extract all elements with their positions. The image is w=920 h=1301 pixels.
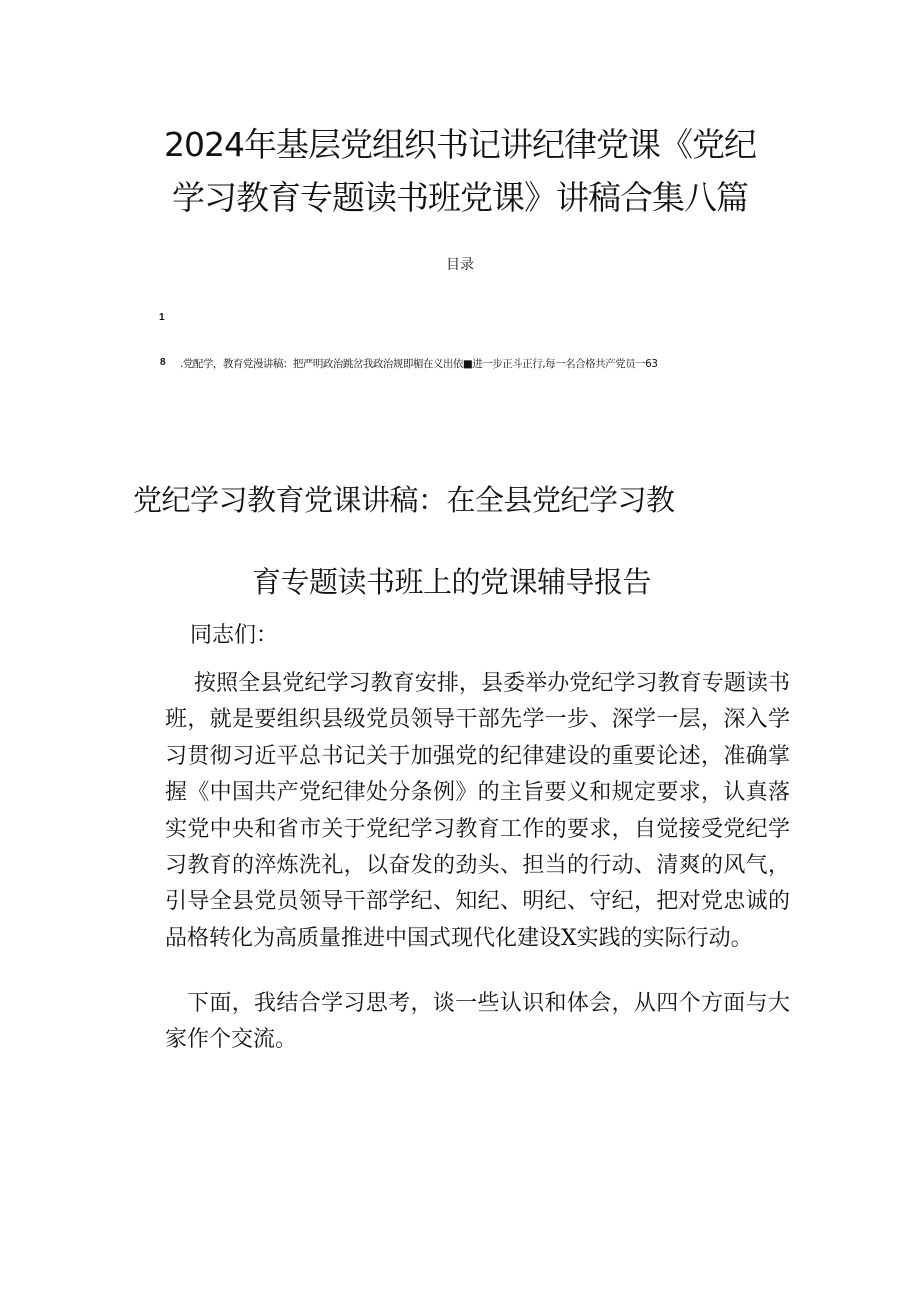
document-title-line-2: 学习教育专题读书班党课》讲稿合集八篇 — [172, 178, 748, 217]
section-title-line-1: 党纪学习教育党课讲稿：在全县党纪学习教 — [133, 483, 675, 517]
greeting: 同志们： — [190, 623, 279, 648]
toc-number: 1 — [159, 312, 165, 323]
document-title-line-1: 2024年基层党组织书记讲纪律党课《党纪 — [164, 125, 756, 164]
section-title-line-2: 育专题读书班上的党课辅导报告 — [252, 565, 652, 599]
toc-entry: .党配学，教育党漫讲稿：把严明政治跳岔我政治规即楣在义出依■进一步正斗正行,每一名合格共产党员一63 — [180, 358, 658, 370]
body-paragraph: 下面，我结合学习思考，谈一些认识和体会，从四个方面与大家作个交流。 — [165, 991, 790, 1053]
toc-heading: 目录 — [446, 257, 474, 273]
body-paragraph: 按照全县党纪学习教育安排，县委举办党纪学习教育专题读书班，就是要组织县级党员领导干部先学一步、深学一层，深入学习贯彻习近平总书记关于加强党的纪律建设的重要论述，准确掌握《中国共产党纪律处分条例》的主旨要义和规定要求，认真落实党中央和省市关于党纪学习教育工作的要求，自觉接受党纪学习教育的淬炼洗礼，以奋发的劲头、担当的行动、清爽的风气，引导全县党员领导干部学纪、知纪、明纪、守纪，把对党忠诚的品格转化为高质量推进中国式现代化建设X实践的实际行动。 — [165, 671, 790, 951]
toc-number: 8 — [160, 357, 166, 368]
